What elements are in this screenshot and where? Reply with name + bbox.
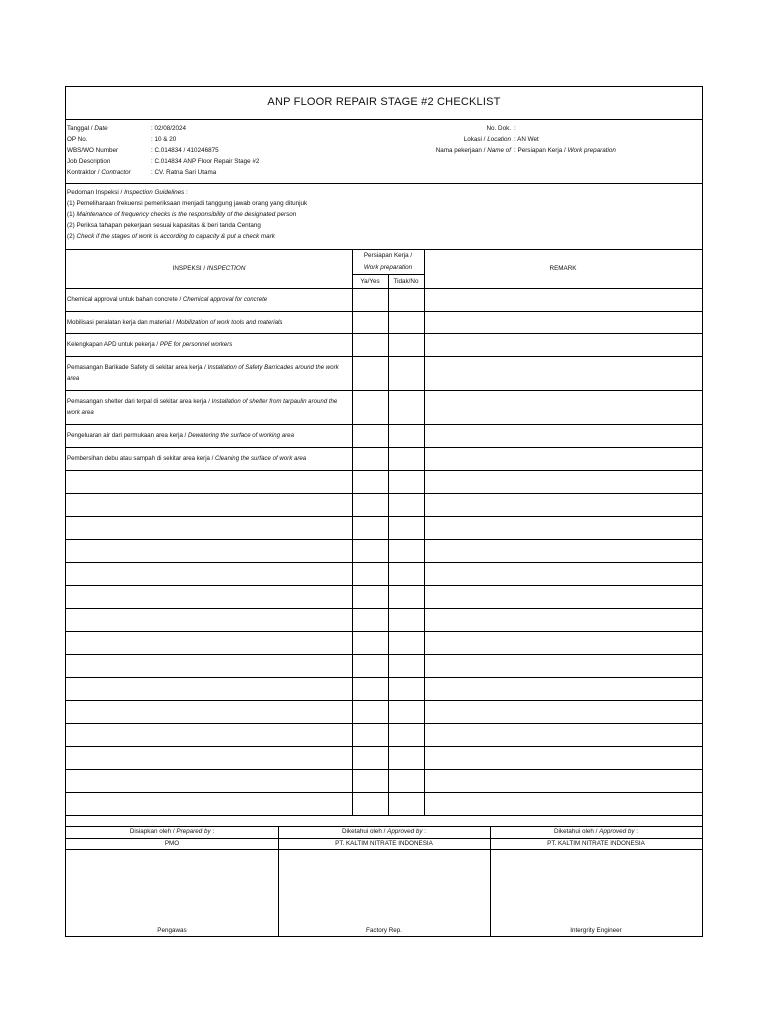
divider [66, 249, 702, 250]
divider [66, 849, 702, 850]
table-row-line [66, 585, 702, 586]
signatory-organization: PMO [164, 840, 180, 847]
table-row-line [66, 677, 702, 678]
table-row-line [66, 470, 702, 471]
table-row-line [66, 333, 702, 334]
wbs-label: WBS/WO Number [67, 147, 119, 154]
signatory-role: Pengawas [157, 927, 187, 934]
signatory-role: Intergrity Engineer [570, 927, 622, 934]
inspection-item: Pemasangan shelter dari terpal di sekitar area kerja / Installation of shelter from tarpaulin around the work area [67, 398, 338, 416]
guideline-line: (2) Check if the stages of work is according to capacity & put a check mark [67, 233, 275, 240]
signatory-role: Factory Rep. [365, 927, 403, 934]
contractor-label: Kontraktor / Contractor [67, 169, 131, 176]
table-row-line [66, 288, 702, 289]
job-description-label: Job Description [67, 158, 111, 165]
table-row-line [66, 654, 702, 655]
table-row-line [66, 723, 702, 724]
guideline-line: (2) Periksa tahapan pekerjaan sesuai kapasitas & beri tanda Centang [67, 222, 261, 229]
doc-no-value: : [514, 125, 516, 132]
divider [66, 119, 702, 120]
table-row-line [66, 424, 702, 425]
wbs-value: : C.014834 / 410246875 [151, 147, 219, 154]
job-description-value: : C.014834 ANP Floor Repair Stage #2 [151, 158, 260, 165]
table-row-line [66, 769, 702, 770]
table-row-line [66, 562, 702, 563]
inspection-item: Pembersihan debu atau sampah di sekitar area kerja / Cleaning the surface of work area [67, 455, 307, 462]
inspection-item: Mobilisasi peralatan kerja dan material / Mobilization of work tools and materials [67, 319, 283, 326]
work-preparation-header-en: Work preparation [363, 264, 413, 271]
table-row-line [66, 631, 702, 632]
checklist-sheet [65, 86, 703, 937]
prepared-by-label: Disiapkan oleh / Prepared by : [129, 828, 215, 835]
table-row-line [66, 700, 702, 701]
job-name-label: Nama pekerjaan / Name of [435, 147, 511, 154]
guideline-line: (1) Pemeliharaan frekuensi pemeriksaan menjadi tanggung jawab orang yang ditunjuk [67, 200, 308, 207]
divider [66, 826, 702, 827]
divider [66, 815, 702, 816]
doc-no-label: No. Dok. [486, 125, 511, 132]
approved-by-label: Diketahui oleh / Approved by : [553, 828, 638, 835]
table-row-line [66, 356, 702, 357]
guideline-line: (1) Maintenance of frequency checks is the responsibility of the designated person [67, 211, 297, 218]
table-row-line [66, 447, 702, 448]
table-row-line [66, 746, 702, 747]
location-value: : AN Wet [514, 136, 539, 143]
table-row-line [66, 539, 702, 540]
inspection-item: Pengeluaran air dari permukaan area kerja / Dewatering the surface of working area [67, 432, 294, 439]
no-column-header: Tidak/No [393, 278, 419, 285]
table-row-line [66, 792, 702, 793]
document-title: ANP FLOOR REPAIR STAGE #2 CHECKLIST [267, 96, 501, 108]
op-no-label: OP No. [67, 136, 88, 143]
table-column-line [388, 274, 389, 815]
inspection-column-header: INSPEKSI / INSPECTION [172, 265, 246, 272]
table-row-line [66, 311, 702, 312]
inspection-item: Chemical approval untuk bahan concrete / Chemical approval for concrete [67, 296, 268, 303]
inspection-item: Pemasangan Barikade Safety di sekitar area kerja / Installation of Safety Barricades around the work area [67, 364, 339, 382]
contractor-value: : CV. Ratna Sari Utama [151, 169, 217, 176]
table-column-line [424, 249, 425, 815]
work-preparation-header: Persiapan Kerja / [363, 252, 413, 259]
yes-column-header: Ya/Yes [360, 278, 380, 285]
location-label: Lokasi / Location [463, 136, 511, 143]
inspection-item: Kelengkapan APD untuk pekerja / PPE for personnel workers [67, 341, 233, 348]
divider [66, 838, 702, 839]
date-label: Tanggal / Date [67, 125, 108, 132]
signatory-organization: PT. KALTIM NITRATE INDONESIA [335, 840, 433, 847]
op-no-value: : 10 & 20 [151, 136, 177, 143]
approved-by-label: Diketahui oleh / Approved by : [341, 828, 426, 835]
table-row-line [66, 390, 702, 391]
table-row-line [66, 608, 702, 609]
table-row-line [66, 493, 702, 494]
job-name-value: : Persiapan Kerja / Work preparation [514, 147, 616, 154]
divider [66, 183, 702, 184]
table-row-line [66, 516, 702, 517]
table-column-line [352, 249, 353, 815]
guidelines-heading: Pedoman Inspeksi / Inspection Guidelines : [67, 189, 188, 196]
signatory-organization: PT. KALTIM NITRATE INDONESIA [547, 840, 645, 847]
date-value: : 02/08/2024 [151, 125, 187, 132]
remark-column-header: REMARK [549, 265, 577, 272]
